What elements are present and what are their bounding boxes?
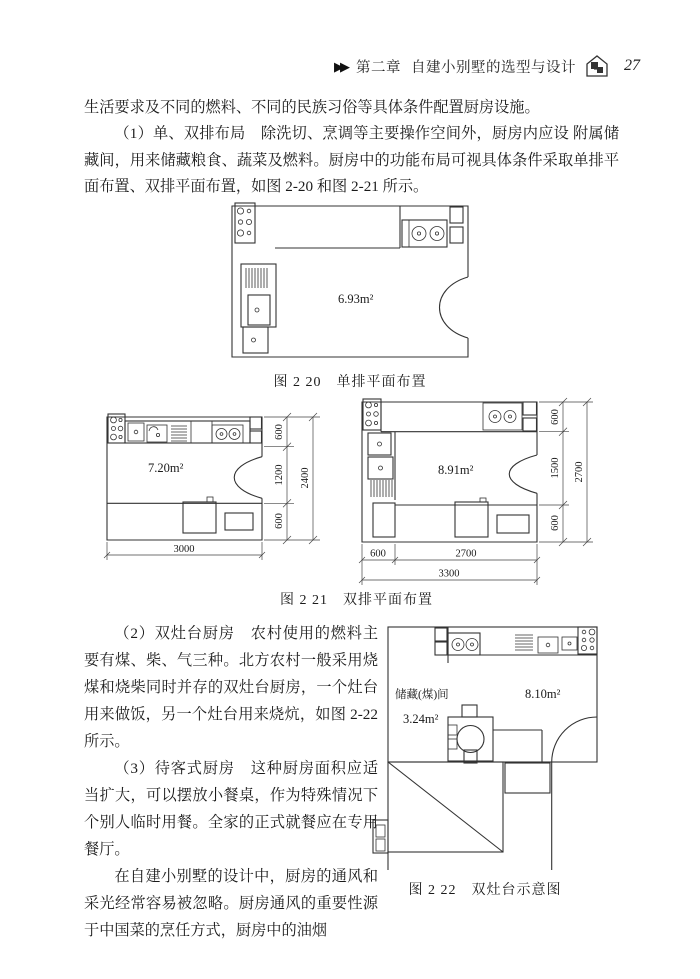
top-counter: [125, 421, 250, 443]
dim-label: 3300: [438, 568, 460, 580]
corner-cabinet: [523, 418, 537, 431]
page-number: 27: [624, 57, 640, 74]
wall-extensions: [388, 762, 552, 870]
corner-cabinet: [523, 402, 537, 415]
room-walls: [107, 417, 262, 540]
dim-label: 3000: [173, 544, 195, 555]
top-counter-edge: [381, 402, 537, 432]
top-counter: [435, 627, 597, 663]
bottom-appliances: [183, 497, 253, 533]
dim-label: 600: [550, 409, 561, 425]
figure-2-22-double-stove-plan: [365, 618, 660, 873]
stove-two-burners: [402, 220, 447, 247]
paragraph: 生活要求及不同的燃料、不同的民族习俗等具体条件配置厨房设施。: [84, 99, 540, 116]
window-symbol: [373, 820, 388, 853]
faucet: [149, 427, 158, 431]
dim-label: 2700: [455, 548, 477, 560]
house-blocks-logo-icon: [584, 54, 610, 78]
storage-room-label: 储藏(煤)间: [395, 689, 449, 701]
page-header: [0, 54, 640, 78]
figure-2-20-caption: 图 2 20 单排平面布置: [273, 375, 427, 390]
dimensions: [359, 398, 593, 585]
kang-platform: [388, 762, 503, 852]
left-sink-column: [368, 432, 395, 537]
corner-cabinets: [450, 207, 463, 243]
dim-label: 600: [274, 513, 285, 529]
dim-label: 600: [370, 548, 386, 560]
paragraph: 在自建小别墅的设计中，厨房的通风和采光经常容易被忽略。厨房通风的重要性源于中国菜的烹任方式，厨房中的油烟: [84, 868, 378, 939]
sink-unit: [241, 264, 276, 353]
door-swing-arc: [552, 717, 597, 762]
door-swing-arc: [509, 455, 537, 493]
corner-cabinet: [250, 417, 262, 429]
storage-area-label: 3.24m²: [403, 712, 439, 726]
chapter-number: 第二章: [356, 59, 401, 76]
figure-2-21-caption: 图 2 21 双排平面布置: [280, 593, 433, 608]
range-unit: [235, 203, 255, 243]
paragraph: （1）单、双排布局 除洗切、烹调等主要操作空间外，厨房内应设 附属储藏间，用来储藏粮食、蔬菜及燃料。厨房中的功能布局可视具体条件采取单排平面布置、双排平面布置，如图 2-20 和图 2-21 所示。: [84, 125, 619, 196]
left-plan: [104, 413, 320, 560]
dim-label: 2700: [574, 461, 585, 483]
stove-two-burners: [483, 403, 522, 430]
chapter-title: 自建小别墅的选型与设计: [411, 59, 576, 76]
counter-edge: [275, 206, 400, 248]
dim-label: 1500: [550, 457, 561, 479]
figure-2-22-caption: 图 2 22 双灶台示意图: [408, 883, 562, 898]
dim-label: 1200: [274, 464, 285, 486]
room-area-label: 8.91m²: [438, 463, 474, 477]
dim-label: 2400: [300, 467, 311, 489]
side-table: [493, 730, 542, 762]
room-area-label: 6.93m²: [338, 292, 374, 306]
range-unit: [363, 399, 381, 430]
paragraph: （2）双灶台厨房 农村使用的燃料主要有煤、柴、气三种。北方农村一般采用烧煤和烧柴同时并存的双灶台厨房，一个灶台用来做饭，另一个灶台用来烧炕，如图 2-22 所示。: [84, 625, 378, 750]
chapter-arrow-icon: ▶▶: [334, 58, 346, 74]
dim-label: 600: [550, 515, 561, 531]
range-unit: [108, 414, 125, 443]
figure-2-20-single-row-plan: [225, 200, 475, 365]
body-text-top: [84, 95, 619, 201]
body-text-column: [84, 620, 378, 944]
room-area-label: 7.20m²: [148, 461, 184, 475]
lower-cabinet: [505, 763, 550, 793]
door-swing-arc: [440, 277, 469, 338]
right-plan: [359, 398, 593, 585]
kitchen-area-label: 8.10m²: [525, 687, 561, 701]
dim-label: 600: [274, 424, 285, 440]
bottom-appliances: [455, 498, 529, 537]
chapter-heading: [356, 56, 576, 77]
range-unit: [578, 627, 597, 654]
double-stove: [448, 705, 493, 763]
paragraph: （3）待客式厨房 这种厨房面积应适当扩大，可以摆放小餐桌，作为特殊情况下个别人临时用餐。全家的正式就餐应在专用餐厅。: [84, 760, 378, 858]
figure-2-21-double-row-plans: [88, 390, 625, 586]
door-swing-arc: [234, 457, 262, 499]
corner-cabinet: [250, 431, 262, 443]
